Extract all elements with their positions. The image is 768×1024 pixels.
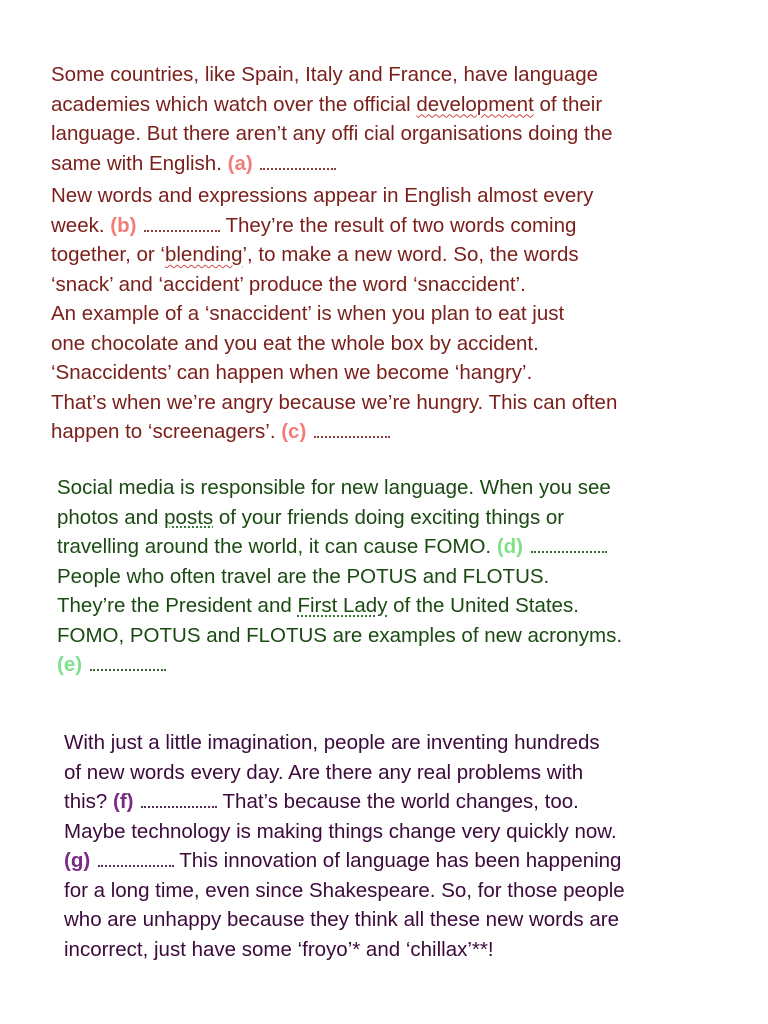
text-segment: week. bbox=[51, 213, 105, 237]
gap-blank-a[interactable] bbox=[260, 156, 336, 170]
text-line bbox=[57, 650, 622, 680]
text-line: language. But there aren’t any offi cial organisations doing the bbox=[51, 122, 613, 145]
text-segment: academies which watch over the official bbox=[51, 92, 417, 116]
text-line: ‘Snaccidents’ can happen when we become ‘hangry’. bbox=[51, 361, 533, 384]
gap-blank-c[interactable] bbox=[314, 424, 390, 438]
paragraph-social-media bbox=[57, 473, 622, 680]
gap-marker-d: (d) bbox=[496, 535, 524, 558]
text-segment: of their bbox=[533, 92, 603, 116]
gap-marker-g: (g) bbox=[64, 849, 91, 872]
text-segment: together, or ‘ bbox=[51, 243, 165, 266]
gap-blank-b[interactable] bbox=[144, 218, 220, 232]
gap-blank-d[interactable] bbox=[531, 539, 607, 553]
gap-marker-c: (c) bbox=[281, 420, 307, 443]
text-segment: This innovation of language has been happening bbox=[173, 849, 622, 872]
text-line bbox=[57, 532, 622, 562]
text-line: People who often travel are the POTUS and FLOTUS. bbox=[57, 564, 550, 588]
spellcheck-word: development bbox=[416, 92, 534, 116]
gap-blank-e[interactable] bbox=[90, 657, 166, 671]
text-line: for a long time, even since Shakespeare. So, for those people bbox=[64, 878, 625, 902]
text-segment: of the United States. bbox=[387, 594, 579, 617]
text-line bbox=[57, 591, 622, 621]
grammar-word: posts bbox=[164, 505, 214, 529]
text-segment: same with English. bbox=[51, 151, 222, 175]
text-segment: They’re the result of two words coming bbox=[220, 213, 577, 237]
text-line: New words and expressions appear in English almost every bbox=[51, 184, 594, 207]
text-line: Maybe technology is making things change very quickly now. bbox=[64, 819, 617, 843]
text-line: incorrect, just have some ‘froyo’* and ‘chillax’**! bbox=[64, 937, 494, 961]
text-segment: happen to ‘screenagers’. bbox=[51, 420, 276, 443]
gap-marker-a: (a) bbox=[227, 151, 253, 175]
text-line: who are unhappy because they think all these new words are bbox=[64, 908, 619, 931]
text-line: of new words every day. Are there any real problems with bbox=[64, 760, 584, 784]
text-line bbox=[51, 240, 617, 270]
gap-marker-f: (f) bbox=[113, 790, 134, 813]
text-line: With just a little imagination, people are inventing hundreds bbox=[64, 731, 600, 754]
text-line: one chocolate and you eat the whole box by accident. bbox=[51, 331, 539, 355]
text-line bbox=[51, 90, 612, 120]
text-line: ‘snack’ and ‘accident’ produce the word ‘snaccident’. bbox=[51, 272, 526, 296]
text-segment: travelling around the world, it can cause FOMO. bbox=[57, 535, 492, 558]
text-line bbox=[64, 846, 625, 876]
text-segment: That’s because the world changes, too. bbox=[217, 790, 579, 813]
text-line: That’s when we’re angry because we’re hungry. This can often bbox=[51, 390, 618, 414]
text-line bbox=[51, 211, 617, 241]
text-line: FOMO, POTUS and FLOTUS are examples of new acronyms. bbox=[57, 623, 623, 647]
text-line bbox=[57, 503, 622, 533]
text-line: Social media is responsible for new language. When you see bbox=[57, 476, 611, 499]
text-line: An example of a ‘snaccident’ is when you plan to eat just bbox=[51, 302, 565, 325]
spellcheck-word: blending bbox=[164, 243, 243, 266]
text-line bbox=[64, 787, 625, 817]
text-line bbox=[51, 417, 617, 447]
text-segment: photos and bbox=[57, 505, 165, 529]
paragraph-language-academies bbox=[51, 60, 612, 178]
text-line: Some countries, like Spain, Italy and France, have language bbox=[51, 63, 598, 86]
text-line bbox=[51, 149, 612, 179]
paragraph-imagination bbox=[64, 728, 625, 964]
text-segment: this? bbox=[64, 790, 108, 813]
text-segment: of your friends doing exciting things or bbox=[213, 505, 565, 529]
grammar-word: First Lady bbox=[297, 594, 388, 617]
text-segment: ’, to make a new word. So, the words bbox=[242, 243, 579, 266]
gap-marker-e: (e) bbox=[57, 653, 83, 676]
gap-blank-g[interactable] bbox=[98, 853, 174, 867]
gap-blank-f[interactable] bbox=[141, 794, 217, 808]
text-segment: They’re the President and bbox=[57, 594, 298, 617]
paragraph-new-words bbox=[51, 181, 617, 447]
gap-marker-b: (b) bbox=[110, 213, 137, 237]
